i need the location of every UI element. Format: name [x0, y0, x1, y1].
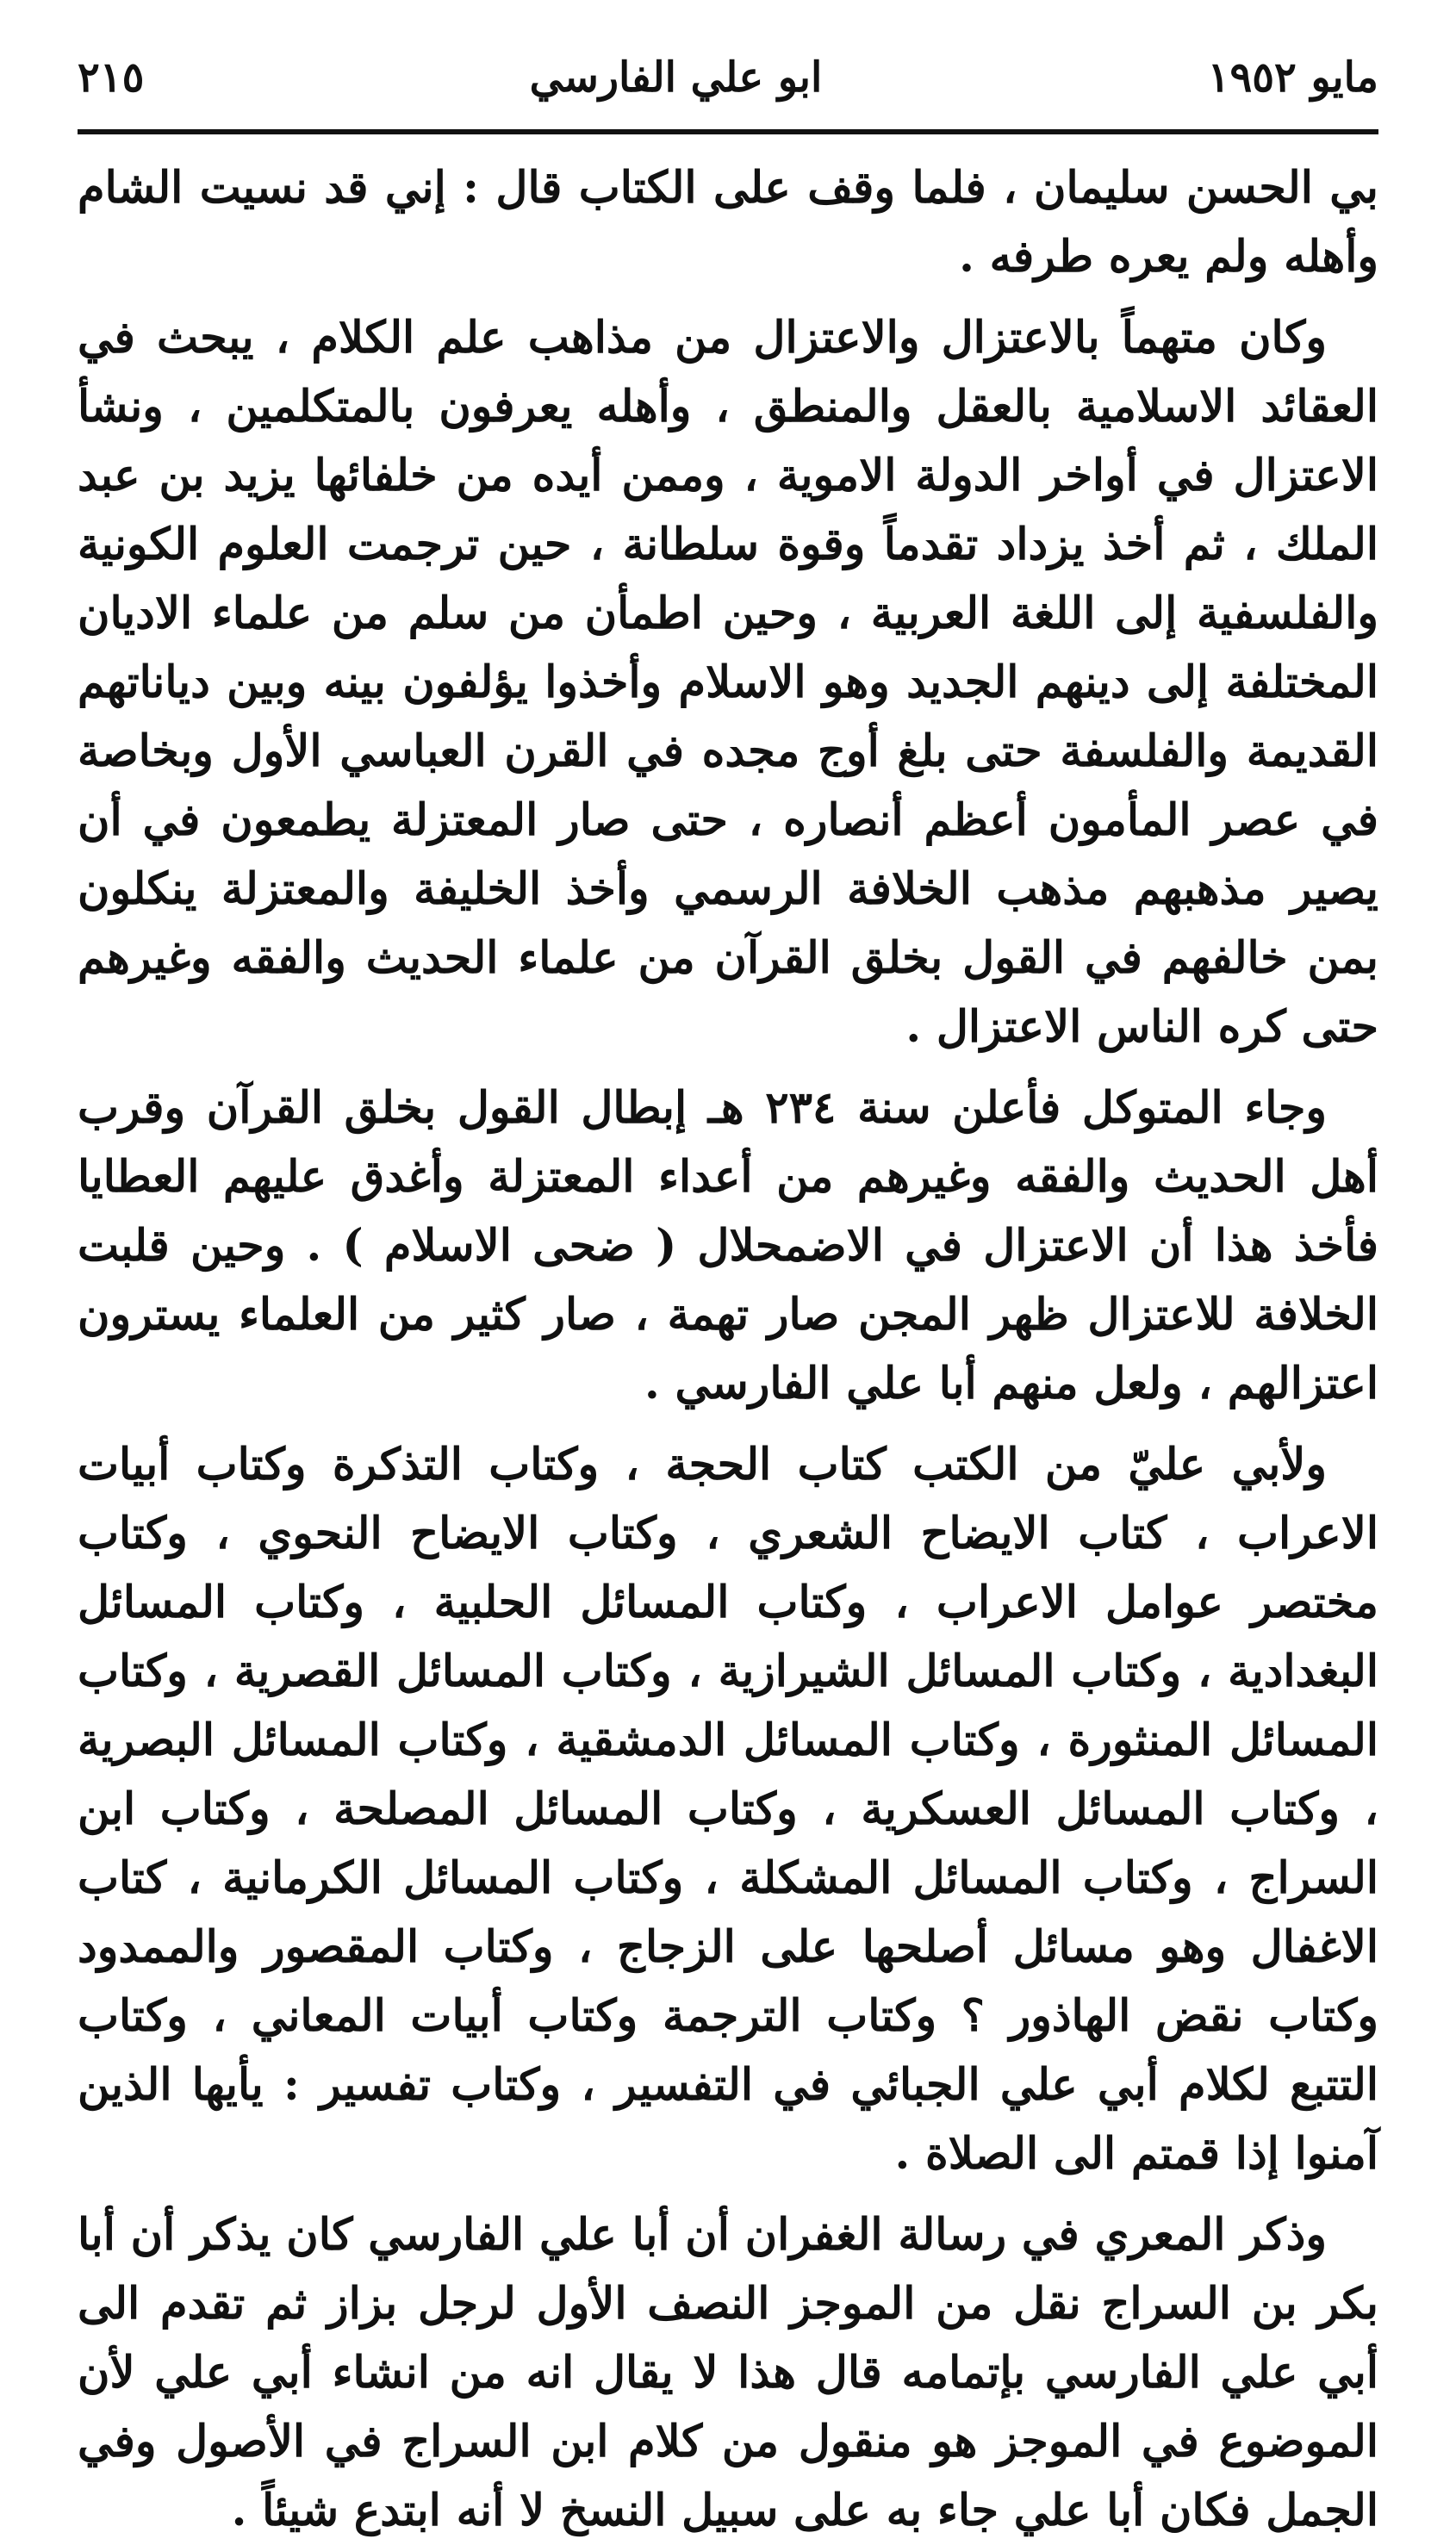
page-body: [78, 153, 1378, 2545]
page-number: ٢١٥: [78, 53, 145, 102]
paragraph: بي الحسن سليمان ، فلما وقف على الكتاب قال : إني قد نسيت الشام وأهله ولم يعره طرفه .: [78, 162, 1378, 283]
paragraph: وذكر المعري في رسالة الغفران أن أبا علي الفارسي كان يذكر أن أبا بكر بن السراج نقل من الموجز النصف الأول لرجل بزاز ثم تقدم الى أبي علي الفارسي بإتمامه قال هذا لا يقال انه من انشاء أبي علي لأن الموضوع في الموجز هو منقول من كلام ابن السراج في الأصول وفي الجمل فكان أبا علي جاء به على سبيل النسخ لا أنه ابتدع شيئاً .: [78, 2209, 1378, 2536]
running-header: [78, 26, 1378, 129]
header-date: مايو ١٩٥٢: [1207, 53, 1378, 102]
paragraph: وجاء المتوكل فأعلن سنة ٢٣٤ هـ إبطال القول بخلق القرآن وقرب أهل الحديث والفقه وغيرهم من أعداء المعتزلة وأغدق عليهم العطايا فأخذ هذا أن الاعتزال في الاضمحلال ( ضحى الاسلام ) . وحين قلبت الخلافة للاعتزال ظهر المجن صار تهمة ، صار كثير من العلماء يسترون اعتزالهم ، ولعل منهم أبا علي الفارسي .: [78, 1082, 1378, 1409]
header-rule: [78, 129, 1378, 134]
paragraph: ولأبي عليّ من الكتب كتاب الحجة ، وكتاب التذكرة وكتاب أبيات الاعراب ، كتاب الايضاح الشعري ، وكتاب الايضاح النحوي ، وكتاب مختصر عوامل الاعراب ، وكتاب المسائل الحلبية ، وكتاب المسائل البغدادية ، وكتاب المسائل الشيرازية ، وكتاب المسائل القصرية ، وكتاب المسائل المنثورة ، وكتاب المسائل الدمشقية ، وكتاب المسائل البصرية ، وكتاب المسائل العسكرية ، وكتاب المسائل المصلحة ، وكتاب ابن السراج ، وكتاب المسائل المشكلة ، وكتاب المسائل الكرمانية ، كتاب الاغفال وهو مسائل أصلحها على الزجاج ، وكتاب المقصور والممدود وكتاب نقض الهاذور ؟ وكتاب الترجمة وكتاب أبيات المعاني ، وكتاب التتبع لكلام أبي علي الجبائي في التفسير ، وكتاب تفسير : يأيها الذين آمنوا إذا قمتم الى الصلاة .: [78, 1439, 1378, 2180]
header-title: ابو علي الفارسي: [529, 53, 823, 102]
paragraph: وكان متهماً بالاعتزال والاعتزال من مذاهب علم الكلام ، يبحث في العقائد الاسلامية بالعقل والمنطق ، وأهله يعرفون بالمتكلمين ، ونشأ الاعتزال في أواخر الدولة الاموية ، وممن أيده من خلفائها يزيد بن عبد الملك ، ثم أخذ يزداد تقدماً وقوة سلطانة ، حين ترجمت العلوم الكونية والفلسفية إلى اللغة العربية ، وحين اطمأن من سلم من علماء الاديان المختلفة إلى دينهم الجديد وهو الاسلام وأخذوا يؤلفون بينه وبين دياناتهم القديمة والفلسفة حتى بلغ أوج مجده في القرن العباسي الأول وبخاصة في عصر المأمون أعظم أنصاره ، حتى صار المعتزلة يطمعون في أن يصير مذهبهم مذهب الخلافة الرسمي وأخذ الخليفة والمعتزلة ينكلون بمن خالفهم في القول بخلق القرآن من علماء الحديث والفقه وغيرهم حتى كره الناس الاعتزال .: [78, 312, 1378, 1053]
